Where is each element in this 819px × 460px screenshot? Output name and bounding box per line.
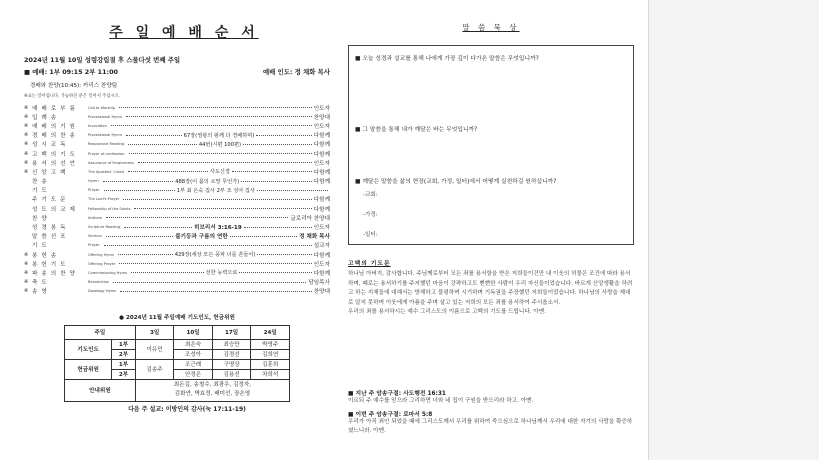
leader-dots: [111, 125, 312, 126]
last-week-verse-text: 이르되 주 예수를 믿으라 그리하면 너와 네 집이 구원을 받으리라 하고. 아멘.: [348, 398, 534, 404]
row-label: 헌금위원: [65, 359, 112, 379]
order-row: [24, 158, 330, 167]
order-row: [24, 195, 330, 204]
order-item-detail: 선한 능력으로: [205, 270, 238, 277]
stand-mark: ※: [24, 279, 29, 286]
leader-dots: [124, 227, 192, 228]
answer-church: -교회:: [363, 192, 378, 198]
service-leader: 예배 인도: 정 채화 목사: [262, 68, 330, 76]
order-row: [24, 177, 330, 186]
confession-body: 하나님 아버지, 감사합니다. 주님께로부터 모든 죄를 용서함을 받은 저희들이건만 내 이웃의 허물은 조건에 따라 용서하며, 때로는 용서하기를 주저했던 마음이 강퍅하고도 뻔뻔한 사람이 우리 자신들이었습니다. 바르게 신앙생활을 하려고 하는 지체들에 대해서는 방해하고 불평하며 시기하며 기독권을 주장했던 저희들이었습니다. 하나님의 사랑을 제대로 알지 못하며 이웃에게 아픔을 주며 살고 있는 저희의 모든 죄를 용서하여 주시옵소서.: [348, 271, 633, 306]
schedule-table: [64, 325, 290, 402]
order-item-english: Anthem: [88, 215, 103, 220]
usher-line: 김화연, 박효정, 배미선, 장은영: [174, 391, 251, 398]
order-item-english: Prayer: [88, 188, 100, 193]
order-item-name: 예 배 의 기 원: [32, 123, 77, 130]
order-row: [24, 259, 330, 268]
order-row: [24, 103, 330, 112]
leader-dots: [126, 135, 182, 136]
service-times: ■ 예배: 1부 09:15 2부 11:00: [24, 68, 118, 76]
order-item-name: 기 도: [32, 188, 48, 195]
order-item-name: 봉 헌 기 도: [32, 261, 67, 268]
part-label: 1부: [112, 339, 136, 349]
header-cell: 17일: [212, 325, 251, 339]
order-item-english: Assurance of Forgiveness: [88, 160, 134, 165]
cell: 차희석: [251, 369, 290, 379]
order-row: [24, 222, 330, 231]
confession-end: 우리의 죄를 용서하시는 예수 그리스도의 이름으로 고백의 기도를 드립니다. 아멘.: [348, 309, 546, 316]
leader-dots: [103, 181, 174, 182]
order-item-name: 성 시 교 독: [32, 142, 67, 149]
order-item-detail: 1부 최 은숙 집사 2부 조 성아 집사: [176, 187, 255, 194]
order-item-name: 신 앙 고 백: [32, 169, 67, 176]
order-item-english: Prayer of confession: [88, 151, 125, 156]
order-row: [24, 131, 330, 140]
order-item-english: Commissioning Hymn: [88, 270, 128, 275]
order-item-english: Sermon: [88, 234, 102, 239]
leader-dots: [230, 236, 297, 237]
leader-dots: [120, 291, 311, 292]
order-of-service: [24, 103, 330, 296]
stand-mark: ※: [24, 159, 29, 166]
part-label: 2부: [112, 369, 136, 379]
cell: 김용선: [212, 369, 251, 379]
worship-order-column: [24, 22, 330, 413]
next-sermon: 다음 주 설교: 이방인의 감사(눅 17:11-19): [128, 405, 246, 413]
memory-verses: [348, 388, 634, 439]
order-item-name: 봉 헌 송: [32, 252, 58, 259]
order-item-person: 인도자: [313, 105, 330, 112]
order-item-person: 글로리아 찬양대: [290, 215, 330, 222]
order-row: [24, 268, 330, 277]
stand-mark: ※: [24, 122, 29, 129]
leader-dots: [232, 171, 312, 172]
order-item-english: Invocation: [88, 123, 107, 128]
cell: 김송주: [135, 359, 174, 379]
order-item-detail: 불기둥과 구름의 연한: [175, 234, 228, 241]
order-item-name: 성 경 봉 독: [32, 225, 67, 232]
row-label: 기도인도: [65, 339, 112, 359]
service-line: [24, 67, 330, 76]
leader-dots: [241, 181, 312, 182]
leader-dots: [106, 217, 288, 218]
cell: 김훈희: [251, 359, 290, 369]
order-item-name: 주 기 도 문: [32, 197, 67, 204]
leader-dots: [244, 227, 312, 228]
cell: 최은숙: [174, 339, 213, 349]
question-2: ■ 그 말씀을 통해 내가 깨달은 바는 무엇입니까?: [355, 127, 478, 133]
stand-mark: ※: [24, 132, 29, 139]
cell: 최승만: [212, 339, 251, 349]
leader-dots: [126, 116, 312, 117]
order-item-name: 파 송 의 찬 양: [32, 270, 77, 277]
order-item-person: 찬양대: [313, 289, 330, 296]
leader-dots: [138, 162, 312, 163]
stand-mark: ※: [24, 104, 29, 111]
viewer-margin: [648, 0, 819, 460]
order-item-person: 다함께: [313, 206, 330, 213]
order-item-person: 인도자: [313, 160, 330, 167]
table-row: [65, 359, 290, 369]
leader-dots: [118, 254, 172, 255]
standing-notice: ※표는 일어섭니다. 가능하신 분은 일어서 주십시오.: [24, 94, 121, 99]
order-item-detail: 히브리서 3:16-19: [194, 225, 242, 232]
order-item-name: 용 서 의 선 언: [32, 160, 77, 167]
leader-dots: [239, 272, 311, 273]
meditation-box: [348, 45, 634, 245]
order-item-english: Hymn: [88, 179, 99, 184]
order-item-person: 인도자: [313, 225, 331, 232]
order-item-person: 인도자: [313, 261, 330, 268]
stand-mark: ※: [24, 150, 29, 157]
order-item-detail: 44번(시편 100편): [198, 141, 242, 148]
order-item-english: Offering Prayer: [88, 261, 116, 266]
table-row: [65, 379, 290, 401]
this-week-verse-head: ■ 이번 주 암송구절: 로마서 5:8: [348, 412, 433, 418]
order-item-name: 축 도: [32, 280, 48, 287]
usher-names: [135, 379, 289, 401]
order-item-english: Doxology Hymn: [88, 289, 117, 294]
stand-mark: ※: [24, 113, 29, 120]
meditation-column: [348, 22, 634, 434]
answer-home: -가정:: [363, 212, 378, 218]
table-row: [65, 325, 290, 339]
order-row: [24, 232, 330, 241]
leader-dots: [256, 135, 312, 136]
order-row: [24, 121, 330, 130]
order-item-detail: 429장(세상 모든 풍파 너를 흔들어): [174, 252, 256, 259]
usher-line: 최돈길, 송철수, 최광우, 김정자,: [173, 382, 252, 389]
leader-dots: [113, 282, 306, 283]
order-item-name: 입 례 송: [32, 114, 58, 121]
leader-dots: [128, 171, 208, 172]
order-item-english: Prayer: [88, 243, 100, 248]
order-row: [24, 287, 330, 296]
order-item-person: 다함께: [313, 197, 330, 204]
header-cell: 3일: [135, 325, 174, 339]
order-item-name: 예 배 로 부 름: [32, 105, 77, 112]
order-row: [24, 112, 330, 121]
order-item-english: Scripture Reading: [88, 225, 121, 230]
part-label: 1부: [112, 359, 136, 369]
page-title: 주 일 예 배 순 서: [109, 25, 259, 41]
confession-text: [348, 270, 634, 318]
order-row: [24, 149, 330, 158]
cell: 안정은: [174, 369, 213, 379]
order-item-english: Responsive Reading: [88, 142, 125, 147]
order-row: [24, 167, 330, 176]
order-item-name: 성 도 의 교 제: [32, 206, 77, 213]
order-item-person: 인도자: [313, 123, 330, 130]
stand-mark: ※: [24, 168, 29, 175]
leader-dots: [257, 190, 328, 191]
order-item-name: 송 영: [32, 289, 48, 296]
part-label: 2부: [112, 349, 136, 359]
leader-dots: [119, 263, 311, 264]
answer-work: -일터:: [363, 232, 378, 238]
order-item-name: 찬 송: [32, 179, 48, 186]
order-item-english: The Lord's Prayer: [88, 197, 120, 202]
order-item-person: 다함께: [313, 169, 331, 176]
leader-dots: [123, 199, 312, 200]
order-item-detail: 사도신경: [209, 169, 230, 176]
leader-dots: [128, 144, 197, 145]
table-row: [65, 339, 290, 349]
row-label: 안내위원: [65, 379, 136, 401]
order-item-name: 찬 양: [32, 215, 48, 222]
leader-dots: [131, 272, 203, 273]
order-item-english: Processional Hymn: [88, 133, 123, 138]
leader-dots: [106, 236, 173, 237]
order-item-english: Processional Hymn: [88, 114, 123, 119]
stand-mark: ※: [24, 141, 29, 148]
stand-mark: ※: [24, 251, 29, 258]
cell: 이유민: [135, 339, 174, 359]
order-item-english: Fellowship of the Saints: [88, 206, 131, 211]
question-3: ■ 깨달은 말씀을 삶의 현장(교회, 가정, 일터)에서 어떻게 실천하길 원하십니까?: [355, 179, 557, 185]
leader-dots: [104, 190, 175, 191]
leader-dots: [119, 107, 312, 108]
cell: 김희연: [251, 349, 290, 359]
order-item-person: 다함께: [313, 142, 330, 149]
order-item-person: 찬양대: [313, 114, 330, 121]
leader-dots: [104, 245, 312, 246]
order-row: [24, 213, 330, 222]
stand-mark: ※: [24, 269, 29, 276]
leader-dots: [243, 144, 312, 145]
schedule-title: ● 2024년 11월 주일예배 기도인도, 헌금위원: [119, 314, 235, 321]
praise-team-line: 경배와 찬양(10:45): 카리스 찬양팀: [30, 83, 118, 89]
order-item-name: 기 도: [32, 243, 48, 250]
order-item-english: Call to Worship: [88, 105, 116, 110]
date-line: 2024년 11월 10일 성령강림절 후 스물다섯 번째 주일: [24, 56, 181, 64]
cell: 박영주: [251, 339, 290, 349]
cell: 김경선: [212, 349, 251, 359]
order-item-person: 다함께: [313, 270, 330, 277]
meditation-title: 말 씀 묵 상: [462, 23, 520, 32]
order-item-person: 다함께: [313, 179, 331, 186]
order-row: [24, 241, 330, 250]
order-item-english: Offering Hymn: [88, 252, 115, 257]
this-week-verse-text: 우리가 아직 죄인 되었을 때에 그리스도께서 우리를 위하여 죽으심으로 하나님께서 우리에 대한 자기의 사랑을 확증하셨느니라. 아멘.: [348, 419, 633, 434]
order-item-english: The Apostles' Creed: [88, 169, 124, 174]
order-item-detail: 67장(영광의 왕께 다 경배하며): [183, 132, 255, 139]
order-item-person: 다함께: [313, 252, 330, 259]
order-item-name: 말 씀 선 포: [32, 234, 67, 241]
stand-mark: ※: [24, 260, 29, 267]
order-item-name: 경 배 의 찬 송: [32, 133, 77, 140]
stand-mark: ※: [24, 288, 29, 295]
order-item-english: Benediction: [88, 280, 110, 285]
header-cell: 10일: [174, 325, 213, 339]
header-cell: 주일: [65, 325, 136, 339]
cell: 조근례: [174, 359, 213, 369]
last-week-verse-head: ■ 지난 주 암송구절: 사도행전 16:31: [348, 391, 446, 397]
order-item-person: 다함께: [313, 133, 330, 140]
cell: 구명상: [212, 359, 251, 369]
order-item-person: 담임목사: [308, 280, 330, 287]
leader-dots: [257, 254, 311, 255]
order-row: [24, 140, 330, 149]
order-item-detail: 488장(이 몸의 소망 무언가): [175, 178, 240, 185]
order-item-person: 설교자: [313, 243, 330, 250]
order-item-person: 정 채화 목사: [299, 234, 330, 241]
order-item-person: 다함께: [313, 151, 330, 158]
leader-dots: [129, 153, 312, 154]
order-row: [24, 278, 330, 287]
leader-dots: [134, 208, 311, 209]
header-cell: 24일: [251, 325, 290, 339]
cell: 조성아: [174, 349, 213, 359]
order-row: [24, 250, 330, 259]
order-row: [24, 186, 330, 195]
order-row: [24, 204, 330, 213]
question-1: ■ 오늘 성경과 설교를 통해 나에게 가장 깊이 다가온 말씀은 무엇입니까?: [355, 56, 539, 62]
confession-title: 고백의 기도문: [348, 261, 391, 267]
order-item-name: 고 백 의 기 도: [32, 151, 77, 158]
